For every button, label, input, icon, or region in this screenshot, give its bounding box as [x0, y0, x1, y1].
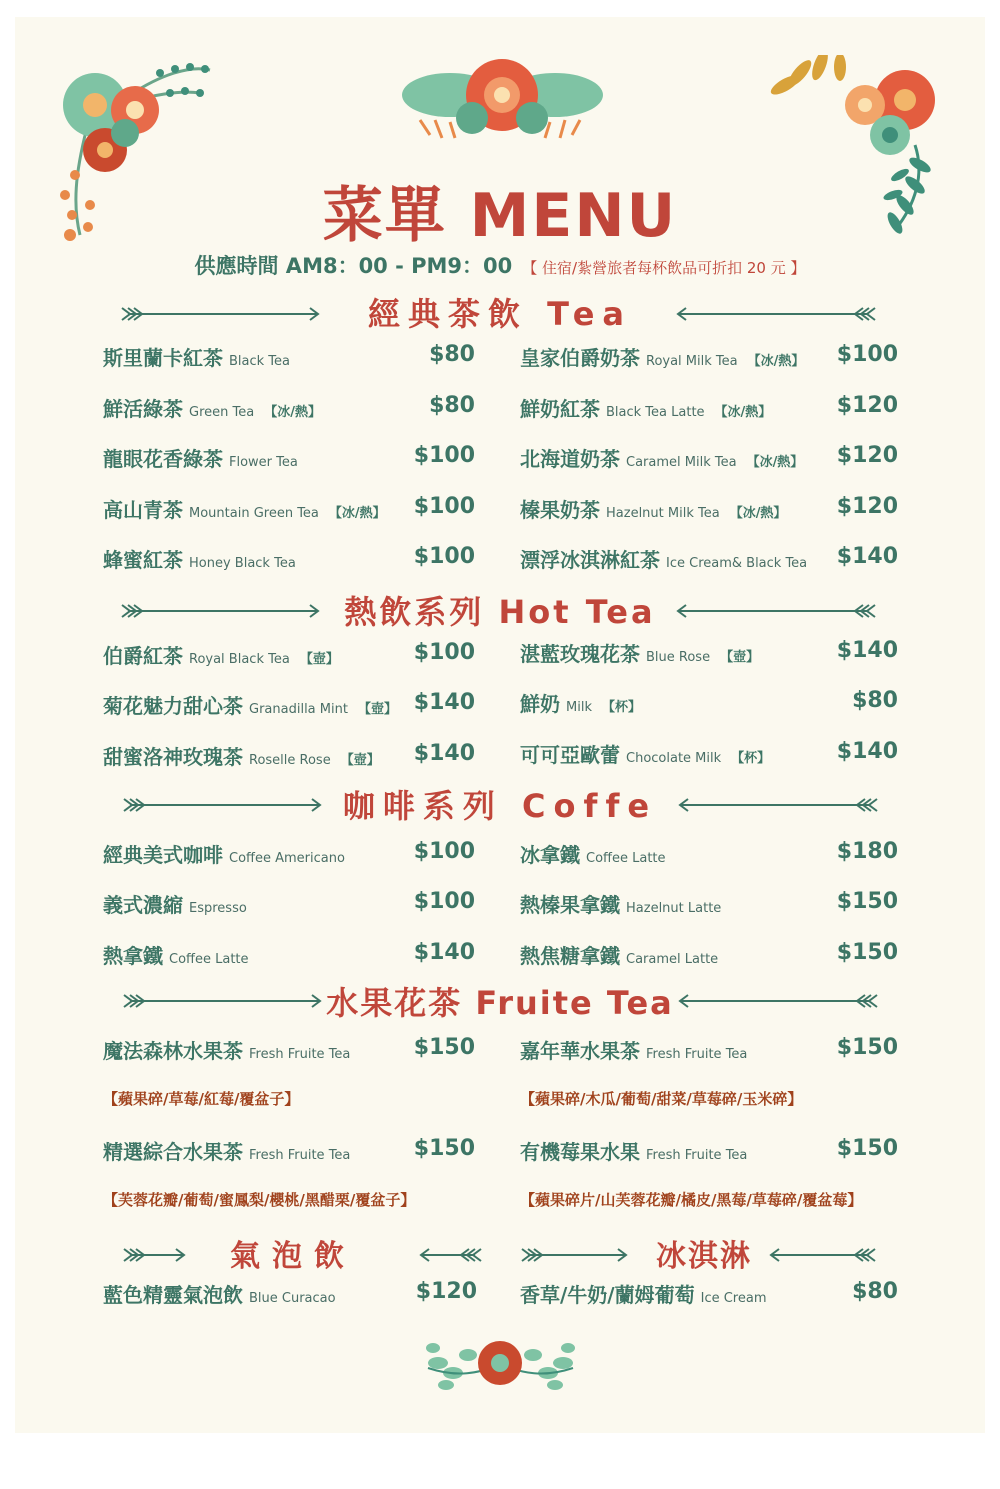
menu-item: 香草/牛奶/蘭姆葡萄 Ice Cream: [520, 1283, 767, 1307]
menu-item-price: $150: [413, 1136, 475, 1161]
menu-item-price: $100: [413, 640, 475, 665]
menu-item: 魔法森林水果茶 Fresh Fruite Tea: [103, 1039, 351, 1063]
arrow-left-decoration: [415, 1244, 483, 1266]
menu-item: 蜂蜜紅茶 Honey Black Tea: [103, 548, 296, 572]
menu-item: 伯爵紅茶 Royal Black Tea 【壺】: [103, 644, 339, 668]
menu-item: 鮮奶 Milk 【杯】: [520, 692, 641, 716]
menu-item-price: $120: [415, 1279, 477, 1304]
top-center-flower-decoration: [400, 50, 605, 145]
menu-item-price: $100: [413, 839, 475, 864]
menu-item-price: $100: [413, 443, 475, 468]
menu-item: 鮮奶紅茶 Black Tea Latte 【冰/熱】: [520, 397, 772, 421]
menu-item: 經典美式咖啡 Coffee Americano: [103, 843, 345, 867]
ingredients-list: 【蘋果碎/草莓/紅莓/覆盆子】: [103, 1090, 300, 1108]
guest-discount-note: 【 住宿/紮營旅者每杯飲品可折扣 20 元 】: [522, 259, 806, 277]
menu-item-price: $120: [836, 393, 898, 418]
menu-item-price: $140: [836, 739, 898, 764]
menu-item-price: $150: [413, 1035, 475, 1060]
menu-item: 義式濃縮 Espresso: [103, 893, 247, 917]
section-title-fruit-tea: 水果花茶 Fruite Tea: [326, 984, 674, 1022]
menu-item-price: $140: [413, 940, 475, 965]
menu-item-price: $140: [836, 544, 898, 569]
ingredients-list: 【蘋果碎/木瓜/葡萄/甜菜/草莓碎/玉米碎】: [520, 1090, 803, 1108]
service-hours-line: [0, 250, 1000, 280]
arrow-left-decoration: [674, 794, 879, 816]
menu-item-price: $80: [852, 688, 898, 713]
bottom-flower-decoration: [418, 1333, 583, 1398]
menu-item-price: $100: [413, 494, 475, 519]
menu-item-price: $150: [836, 1136, 898, 1161]
service-hours: 供應時間 AM8：00 - PM9：00: [194, 254, 513, 278]
section-title-hot-tea: 熱飲系列 Hot Tea: [344, 593, 656, 631]
menu-item-price: $100: [413, 889, 475, 914]
ingredients-list: 【蘋果碎片/山芙蓉花瓣/橘皮/黑莓/草莓碎/覆盆莓】: [520, 1191, 863, 1209]
menu-item: 有機莓果水果 Fresh Fruite Tea: [520, 1140, 748, 1164]
menu-title: 菜單 MENU: [322, 181, 678, 251]
menu-item-price: $140: [413, 741, 475, 766]
menu-item-price: $150: [836, 940, 898, 965]
menu-item-price: $100: [836, 342, 898, 367]
menu-item: 熱拿鐵 Coffee Latte: [103, 944, 249, 968]
menu-item-price: $140: [836, 638, 898, 663]
menu-item: 高山青茶 Mountain Green Tea 【冰/熱】: [103, 498, 386, 522]
menu-item: 榛果奶茶 Hazelnut Milk Tea 【冰/熱】: [520, 498, 787, 522]
menu-item: 冰拿鐵 Coffee Latte: [520, 843, 666, 867]
section-title-sparkling: 氣泡飲: [230, 1239, 356, 1274]
arrow-left-decoration: [765, 1244, 877, 1266]
menu-item-price: $80: [429, 393, 475, 418]
menu-item: 湛藍玫瑰花茶 Blue Rose 【壺】: [520, 642, 760, 666]
menu-item-price: $120: [836, 494, 898, 519]
section-title-ice-cream: 冰淇淋: [656, 1239, 752, 1274]
arrow-left-decoration: [672, 303, 877, 325]
arrow-left-decoration: [674, 990, 879, 1012]
section-title-tea: 經典茶飲 Tea: [367, 295, 633, 333]
menu-item: 精選綜合水果茶 Fresh Fruite Tea: [103, 1140, 351, 1164]
menu-item-price: $120: [836, 443, 898, 468]
menu-item: 北海道奶茶 Caramel Milk Tea 【冰/熱】: [520, 447, 804, 471]
section-title-coffee: 咖啡系列 Coffe: [342, 787, 658, 825]
menu-item-price: $80: [429, 342, 475, 367]
menu-item: 熱焦糖拿鐵 Caramel Latte: [520, 944, 719, 968]
arrow-right-decoration: [520, 1244, 632, 1266]
arrow-left-decoration: [672, 600, 877, 622]
menu-item: 漂浮冰淇淋紅茶 Ice Cream& Black Tea: [520, 548, 808, 572]
menu-item: 皇家伯爵奶茶 Royal Milk Tea 【冰/熱】: [520, 346, 805, 370]
menu-item-price: $100: [413, 544, 475, 569]
menu-item: 可可亞歐蕾 Chocolate Milk 【杯】: [520, 743, 771, 767]
menu-item: 龍眼花香綠茶 Flower Tea: [103, 447, 298, 471]
arrow-right-decoration: [122, 1244, 190, 1266]
menu-item: 熱榛果拿鐵 Hazelnut Latte: [520, 893, 722, 917]
menu-item: 菊花魅力甜心茶 Granadilla Mint 【壺】: [103, 694, 397, 718]
menu-item-price: $80: [852, 1279, 898, 1304]
menu-item-price: $140: [413, 690, 475, 715]
menu-item-price: $150: [836, 889, 898, 914]
ingredients-list: 【芙蓉花瓣/葡萄/蜜鳳梨/櫻桃/黑醋栗/覆盆子】: [103, 1191, 416, 1209]
menu-item: 藍色精靈氣泡飲 Blue Curacao: [103, 1283, 336, 1307]
menu-item: 鮮活綠茶 Green Tea 【冰/熱】: [103, 397, 321, 421]
menu-item: 斯里蘭卡紅茶 Black Tea: [103, 346, 291, 370]
menu-item-price: $150: [836, 1035, 898, 1060]
menu-item-price: $180: [836, 839, 898, 864]
menu-item: 甜蜜洛神玫瑰茶 Roselle Rose 【壺】: [103, 745, 380, 769]
menu-item: 嘉年華水果茶 Fresh Fruite Tea: [520, 1039, 748, 1063]
